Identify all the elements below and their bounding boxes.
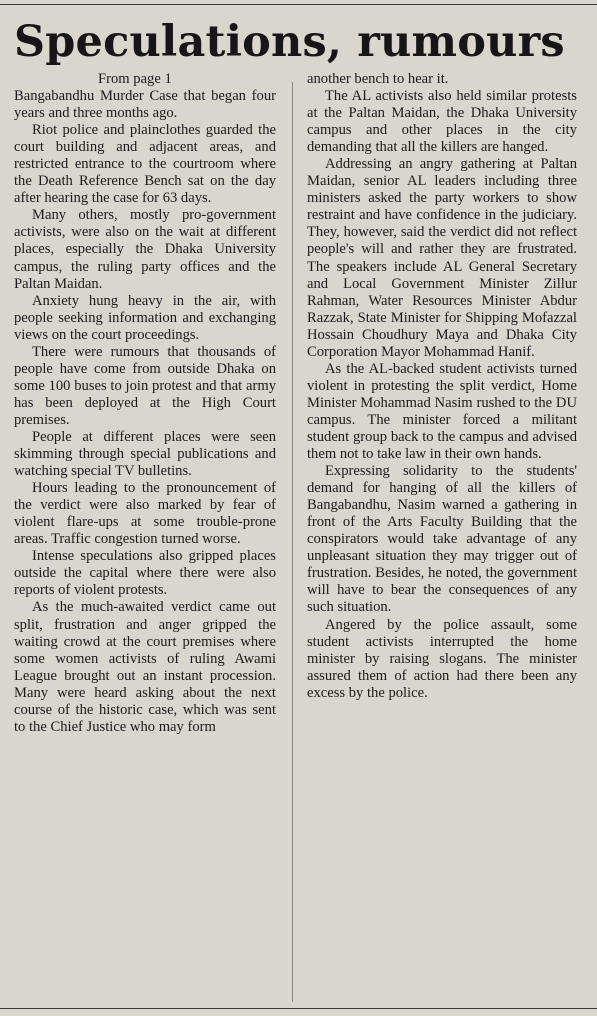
paragraph: Anxiety hung heavy in the air, with people seeking information and exchanging views on the court proceedings. [14,292,276,343]
dateline: From page 1 [98,71,172,87]
paragraph: Expressing solidarity to the students' demand for hanging of all the killers of Bangabandhu, Nasim warned a gathering in front of the Arts Faculty Building that the conspirators would take advantage of any unpleasant situation they may trigger out of frustration. Besides, he noted, the government will have to bear the consequences of any such situation. [307,463,577,616]
paragraph: As the AL-backed student activists turned violent in protesting the split verdict, Home Minister Mohammad Nasim rushed to the DU campus. The minister forced a militant student group back to the campus and advised them not to take law in their own hands. [307,360,577,463]
top-rule [0,0,597,5]
right-column [307,71,577,702]
paragraph: Many others, mostly pro-government activists, were also on the wait at different places, especially the Dhaka University campus, the ruling party offices and the Paltan Maidan. [14,207,276,292]
paragraph: Riot police and plainclothes guarded the court building and adjacent areas, and restricted entrance to the courtroom where the Death Reference Bench sat on the day after hearing the case for 63 days. [14,122,276,207]
paragraph: Angered by the police assault, some student activists interrupted the home minister by raising slogans. The minister assured them of action had there been any excess by the police. [307,616,577,701]
paragraph: There were rumours that thousands of people have come from outside Dhaka on some 100 buses to join protest and that army has been deployed at the High Court premises. [14,343,276,428]
paragraph: Hours leading to the pronouncement of the verdict were also marked by fear of violent flare-ups at some trouble-prone areas. Traffic congestion turned worse. [14,480,276,548]
left-column [14,71,276,736]
paragraph: Addressing an angry gathering at Paltan Maidan, senior AL leaders including three ministers asked the party workers to show restraint and have confidence in the judiciary. They, however, said the verdict did not reflect people's will and rather they are frustrated. The speakers include AL General Secretary and Local Government Minister Zillur Rahman, Water Resources Minister Abdur Razzak, State Minister for Shipping Mofazzal Hossain Choudhury Maya and Dhaka City Corporation Mayor Mohammad Hanif. [307,156,577,360]
paragraph: Intense speculations also gripped places outside the capital where there were also reports of violent protests. [14,548,276,599]
bottom-rule [0,1008,597,1009]
paragraph: People at different places were seen skimming through special publications and watching special TV bulletins. [14,428,276,480]
paragraph: The AL activists also held similar protests at the Paltan Maidan, the Dhaka University campus and other places in the city demanding that all the killers are hanged. [307,88,577,156]
paragraph: As the much-awaited verdict came out split, frustration and anger gripped the waiting crowd at the court premises where some women activists of ruling Awami League brought out an instant procession. Many were heard asking about the next course of the historic case, which was sent to the Chief Justice who may form [14,599,276,735]
paragraph: Bangabandhu Murder Case that began four years and three months ago. [14,88,276,122]
headline: Speculations, rumours [14,17,565,67]
paragraph: another bench to hear it. [307,71,449,87]
column-divider [292,82,293,1002]
